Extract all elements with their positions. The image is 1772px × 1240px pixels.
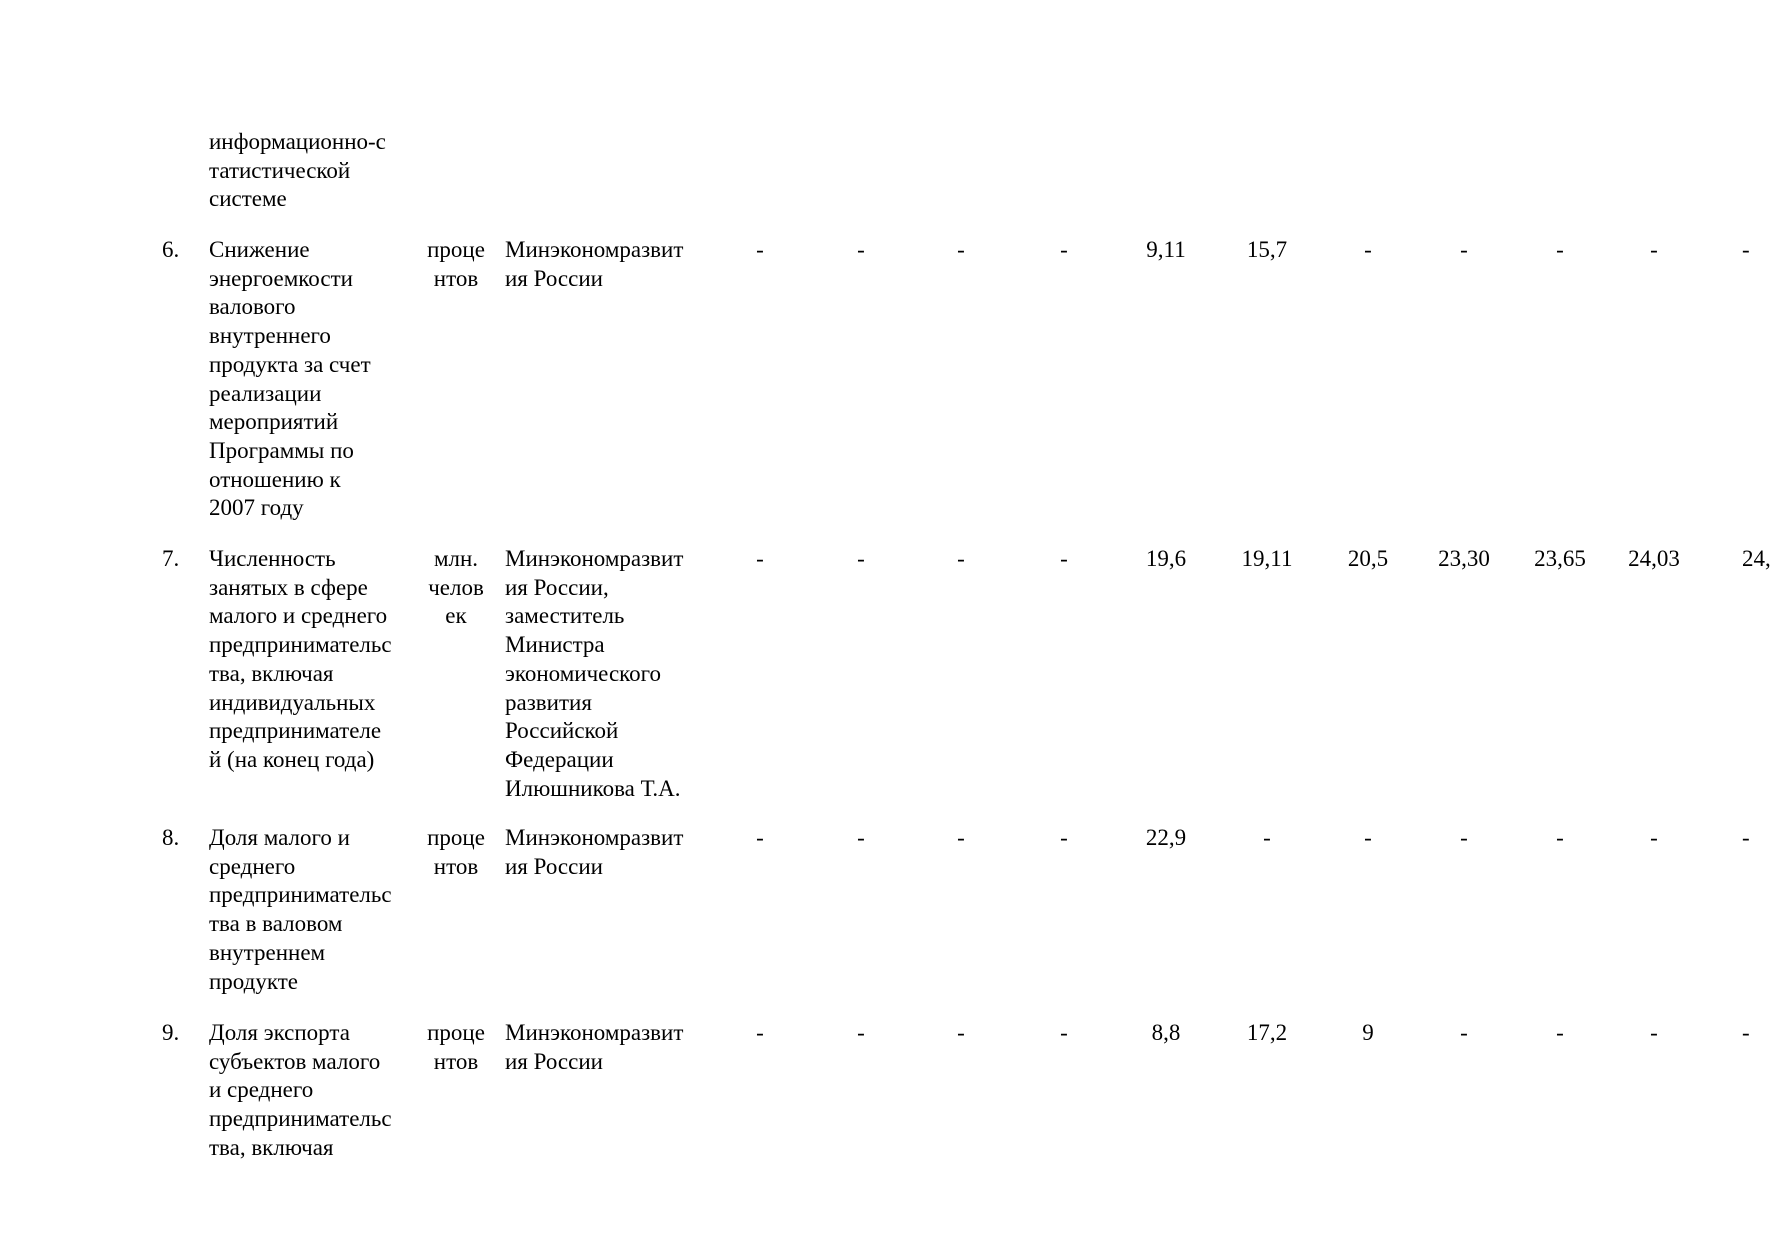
value-cell: -: [756, 1020, 764, 1045]
responsible-party: Минэкономразвит ия России: [505, 825, 684, 879]
value-cell: -: [1263, 825, 1271, 850]
value-cell: -: [1650, 1020, 1658, 1045]
value-cell: -: [1060, 1020, 1068, 1045]
row-number: 7.: [162, 546, 180, 571]
value-cell: -: [1060, 825, 1068, 850]
value-cell: -: [857, 237, 865, 262]
value-cell: -: [1650, 825, 1658, 850]
value-cell: 9: [1362, 1020, 1374, 1045]
value-cell: 22,9: [1145, 825, 1187, 850]
value-cell: -: [1556, 1020, 1564, 1045]
value-cell: -: [1364, 237, 1372, 262]
value-cell: 24,: [1742, 546, 1771, 571]
value-cell: 9,11: [1146, 237, 1186, 262]
row-number: 6.: [162, 237, 180, 262]
value-cell: -: [756, 546, 764, 571]
value-cell: -: [1556, 237, 1564, 262]
value-cell: 19,6: [1145, 546, 1187, 571]
value-cell: -: [857, 1020, 865, 1045]
value-cell: -: [957, 1020, 965, 1045]
responsible-party: Минэкономразвит ия России: [505, 237, 684, 291]
value-cell: 19,11: [1241, 546, 1293, 571]
indicator-name: Доля малого и среднего предпринимательс тва в валовом внутреннем продукте: [209, 825, 392, 994]
unit-of-measure: проце нтов: [427, 237, 485, 291]
value-cell: -: [957, 237, 965, 262]
unit-of-measure: проце нтов: [427, 1020, 485, 1074]
value-cell: 23,65: [1534, 546, 1586, 571]
value-cell: 24,03: [1628, 546, 1680, 571]
continued-indicator-name: информационно-с татистической системе: [209, 129, 386, 212]
value-cell: -: [1364, 825, 1372, 850]
value-cell: -: [857, 825, 865, 850]
value-cell: -: [1650, 237, 1658, 262]
indicator-name: Численность занятых в сфере малого и среднего предпринимательс тва, включая индивидуальных предпринимателе й (на конец года): [209, 546, 392, 772]
value-cell: -: [1060, 546, 1068, 571]
value-cell: -: [957, 825, 965, 850]
unit-of-measure: проце нтов: [427, 825, 485, 879]
row-number: 9.: [162, 1020, 180, 1045]
indicator-name: Доля экспорта субъектов малого и среднего предпринимательс тва, включая: [209, 1020, 392, 1160]
value-cell: -: [857, 546, 865, 571]
value-cell: -: [1460, 237, 1468, 262]
value-cell: -: [1742, 1020, 1750, 1045]
value-cell: -: [1556, 825, 1564, 850]
row-number: 8.: [162, 825, 180, 850]
value-cell: -: [1742, 825, 1750, 850]
responsible-party: Минэкономразвит ия России, заместитель Министра экономического развития Российской Федерации Илюшникова Т.А.: [505, 546, 684, 801]
value-cell: 17,2: [1246, 1020, 1288, 1045]
unit-of-measure: млн. челов ек: [428, 546, 484, 629]
value-cell: -: [1742, 237, 1750, 262]
value-cell: 15,7: [1246, 237, 1288, 262]
value-cell: -: [1460, 1020, 1468, 1045]
value-cell: 20,5: [1347, 546, 1389, 571]
indicator-name: Снижение энергоемкости валового внутреннего продукта за счет реализации мероприятий Программы по отношению к 2007 году: [209, 237, 371, 521]
value-cell: -: [957, 546, 965, 571]
value-cell: -: [1460, 825, 1468, 850]
value-cell: -: [1060, 237, 1068, 262]
value-cell: -: [756, 237, 764, 262]
value-cell: 23,30: [1438, 546, 1490, 571]
value-cell: -: [756, 825, 764, 850]
value-cell: 8,8: [1151, 1020, 1181, 1045]
responsible-party: Минэкономразвит ия России: [505, 1020, 684, 1074]
